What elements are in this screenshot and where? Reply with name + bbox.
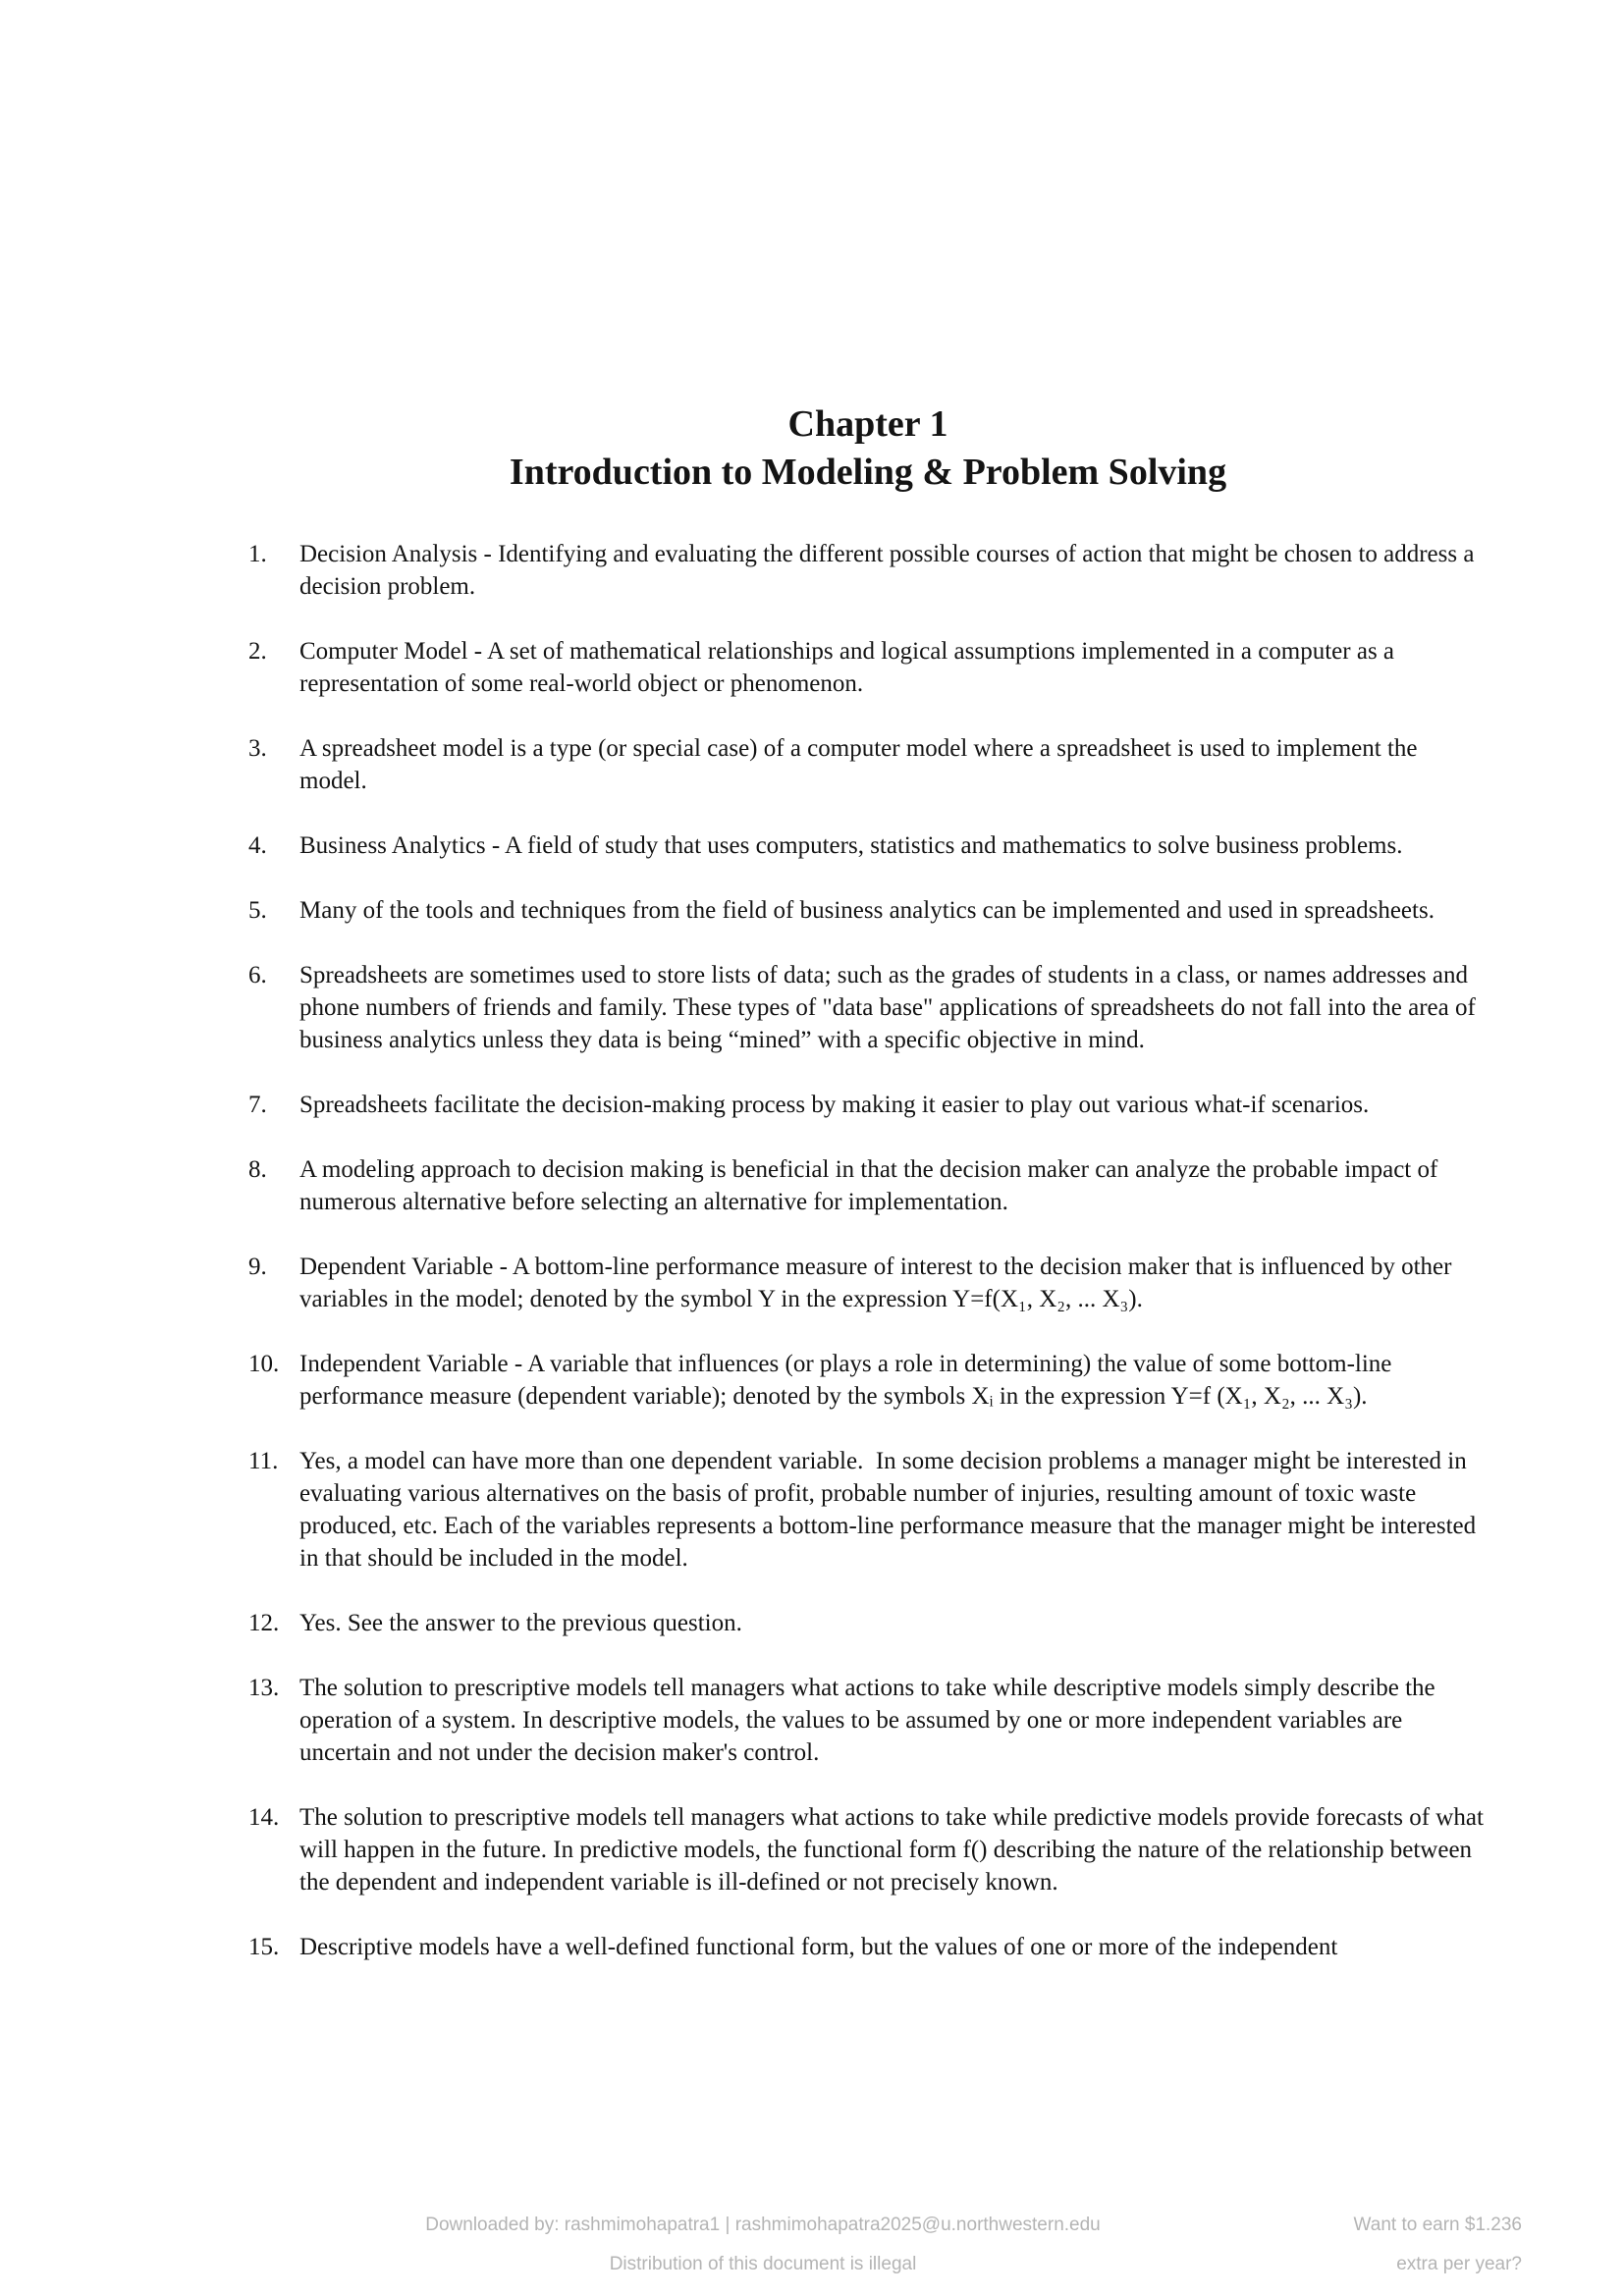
item-number: 5. (248, 897, 267, 924)
item-number: 14. (248, 1804, 280, 1831)
item-number: 8. (248, 1156, 267, 1183)
list-item (248, 538, 1488, 603)
chapter-title-line1: Chapter 1 (787, 403, 948, 445)
item-text: Yes, a model can have more than one dependent variable. In some decision problems a manager might be interested in evaluating various alternatives on the basis of profit, probable number of injuries, resulting amount of toxic waste produced, etc. Each of the variables represents a bottom-line performance measure that the manager might be interested in that should be included in the model. (299, 1448, 1483, 1572)
item-number: 13. (248, 1675, 280, 1701)
item-number: 7. (248, 1092, 267, 1118)
item-text: Spreadsheets facilitate the decision-making process by making it easier to play out various what-if scenarios. (299, 1092, 1370, 1118)
item-number: 9. (248, 1254, 267, 1280)
item-text: Dependent Variable - A bottom-line performance measure of interest to the decision maker that is influenced by other variables in the model; denoted by the symbol Y in the expression Y=f(X₁, X₂, ... X₃). (299, 1254, 1458, 1312)
downloaded-by-text: Downloaded by: rashmimohapatra1 | rashmimohapatra2025@u.northwestern.edu (425, 2215, 1101, 2235)
item-text: The solution to prescriptive models tell managers what actions to take while descriptive models simply describe the operation of a system. In descriptive models, the values to be assumed by one or more independent variables are uncertain and not under the decision maker's control. (299, 1675, 1441, 1766)
chapter-title (248, 400, 1488, 497)
list-item (248, 732, 1488, 797)
promo-text-line2: extra per year? (1396, 2254, 1522, 2274)
item-number: 15. (248, 1934, 280, 1960)
item-text: Yes. See the answer to the previous question. (299, 1610, 742, 1636)
item-text: Computer Model - A set of mathematical relationships and logical assumptions implemented in a computer as a representation of some real-world object or phenomenon. (299, 638, 1401, 697)
item-number: 4. (248, 832, 267, 859)
item-number: 2. (248, 638, 267, 665)
chapter-title-line2: Introduction to Modeling & Problem Solving (509, 452, 1227, 493)
item-text: A spreadsheet model is a type (or special case) of a computer model where a spreadsheet is used to implement the model. (299, 735, 1424, 794)
list-item (248, 1931, 1488, 1963)
item-number: 11. (248, 1448, 279, 1474)
list-item (248, 1348, 1488, 1413)
list-item (248, 1607, 1488, 1639)
item-number: 12. (248, 1610, 280, 1636)
item-text: The solution to prescriptive models tell managers what actions to take while predictive models provide forecasts of what will happen in the future. In predictive models, the functional form f() describing the nature of the relationship between the dependent and independent variable is ill-defined or not precisely known. (299, 1804, 1490, 1896)
page-content (248, 400, 1488, 1996)
item-number: 6. (248, 962, 267, 988)
list-item (248, 1251, 1488, 1315)
item-text: Decision Analysis - Identifying and evaluating the different possible courses of action that might be chosen to address a decision problem. (299, 541, 1481, 600)
item-text: Business Analytics - A field of study that uses computers, statistics and mathematics to solve business problems. (299, 832, 1403, 859)
answer-list (248, 538, 1488, 1963)
list-item (248, 959, 1488, 1056)
item-text: Spreadsheets are sometimes used to store lists of data; such as the grades of students in a class, or names addresses and phone numbers of friends and family. These types of "data base" applications of spreadsheets do not fall into the area of business analytics unless they data is being “mined” with a specific objective in mind. (299, 962, 1483, 1053)
item-text: Descriptive models have a well-defined functional form, but the values of one or more of the independent (299, 1934, 1338, 1960)
item-text: A modeling approach to decision making is beneficial in that the decision maker can analyze the probable impact of numerous alternative before selecting an alternative for implementation. (299, 1156, 1444, 1215)
list-item (248, 829, 1488, 862)
list-item (248, 1445, 1488, 1575)
list-item (248, 1089, 1488, 1121)
item-text: Independent Variable - A variable that influences (or plays a role in determining) the value of some bottom-line performance measure (dependent variable); denoted by the symbols Xᵢ in the expression Y=f (X₁, X₂, ... X₃). (299, 1351, 1398, 1410)
list-item (248, 1672, 1488, 1769)
list-item (248, 635, 1488, 700)
list-item (248, 1801, 1488, 1898)
item-text: Many of the tools and techniques from the field of business analytics can be implemented and used in spreadsheets. (299, 897, 1435, 924)
item-number: 1. (248, 541, 267, 567)
footer-promo (1354, 2206, 1522, 2284)
distribution-warning-text: Distribution of this document is illegal (609, 2254, 917, 2274)
item-number: 10. (248, 1351, 280, 1377)
promo-text-line1: Want to earn $1.236 (1353, 2215, 1522, 2235)
list-item (248, 1153, 1488, 1218)
item-number: 3. (248, 735, 267, 762)
list-item (248, 894, 1488, 927)
page-footer (0, 2206, 1624, 2284)
